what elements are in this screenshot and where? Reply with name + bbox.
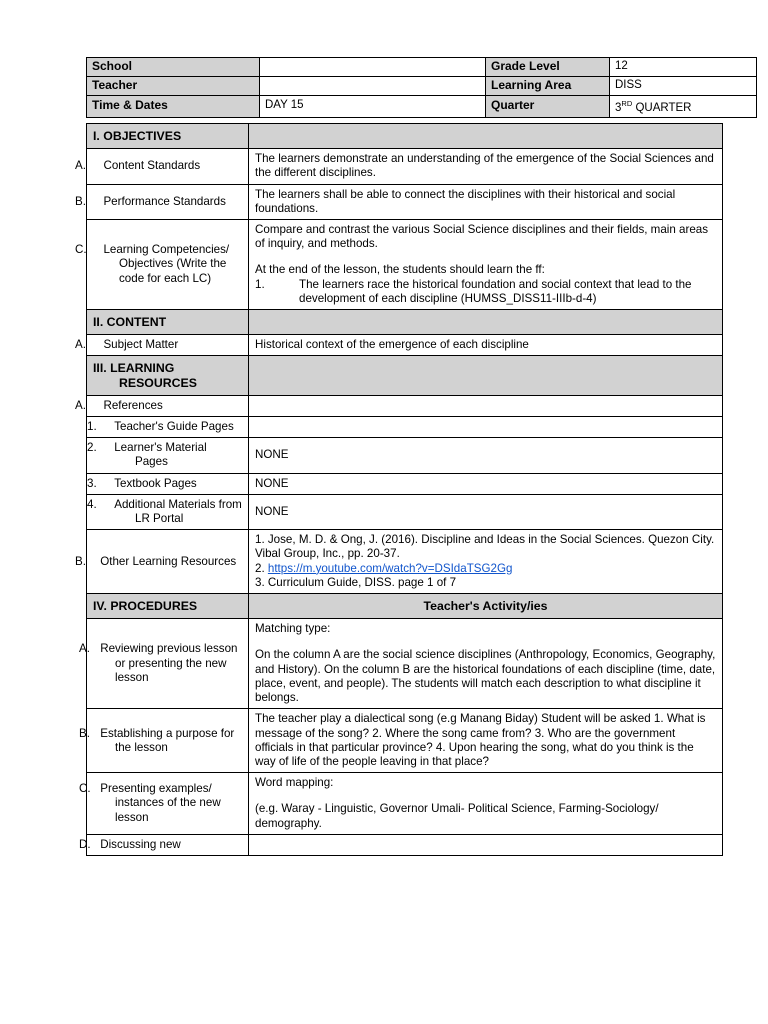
row-label-text: Performance Standards	[103, 194, 226, 208]
header-label-quarter: Quarter	[486, 96, 610, 118]
row-value-discussing-new	[249, 834, 723, 855]
row-label-text: Establishing a purpose for the lesson	[100, 726, 235, 754]
competency-paragraph-1: Compare and contrast the various Social Science disciplines and their fields, main areas of inquiry, and methods.	[255, 223, 709, 251]
row-value-content-standards: The learners demonstrate an understanding of the emergence of the Social Sciences and the different disciplines.	[249, 149, 723, 184]
table-row	[87, 77, 757, 96]
section-row-objectives	[87, 124, 723, 149]
procedure-c-paragraph-2: (e.g. Waray - Linguistic, Governor Umali- Political Science, Farming-Sociology/ demography.	[255, 802, 659, 830]
row-value-establishing-purpose	[249, 709, 723, 773]
row-value-teachers-guide-pages	[249, 417, 723, 438]
row-label-discussing-new: D. Discussing new	[87, 834, 249, 855]
row-label-learning-competencies: C. Learning Competencies/ Objectives (Write the code for each LC)	[87, 220, 249, 310]
row-label-text: Discussing new	[100, 837, 181, 851]
competency-list-item-1	[255, 278, 716, 306]
procedures-column-header: Teacher's Activity/ies	[249, 594, 723, 619]
header-value-school	[260, 58, 486, 77]
row-label-text: Teacher's Guide Pages	[114, 420, 234, 434]
section-content-blank	[249, 310, 723, 335]
header-value-time-dates: DAY 15	[260, 96, 486, 118]
resource-line-1: 1. Jose, M. D. & Ong, J. (2016). Discipline and Ideas in the Social Sciences. Quezon City. Vibal Group, Inc., pp. 20-37.	[255, 533, 715, 561]
row-value-references	[249, 395, 723, 416]
youtube-resource-link[interactable]: https://m.youtube.com/watch?v=DSIdaTSG2Gg	[267, 561, 513, 575]
table-row	[87, 220, 723, 310]
table-row	[87, 834, 723, 855]
table-row	[87, 335, 723, 356]
row-value-learning-competencies	[249, 220, 723, 310]
competency-paragraph-2: At the end of the lesson, the students should learn the ff:	[255, 263, 545, 277]
row-label-establishing-purpose: B. Establishing a purpose for the lesson	[87, 709, 249, 773]
row-value-additional-materials: NONE	[249, 494, 723, 529]
resource-line-2	[255, 562, 716, 576]
row-value-learners-material-pages: NONE	[249, 438, 723, 473]
table-row	[87, 417, 723, 438]
row-value-subject-matter: Historical context of the emergence of each discipline	[249, 335, 723, 356]
section-title-learning-resources: III. LEARNING RESOURCES	[87, 356, 249, 395]
row-label-presenting-examples: C. Presenting examples/ instances of the new lesson	[87, 773, 249, 835]
header-value-learning-area: DISS	[610, 77, 757, 96]
section-row-procedures	[87, 594, 723, 619]
resource-line-2-number: 2.	[255, 561, 268, 575]
section-row-content	[87, 310, 723, 335]
row-label-text: Subject Matter	[103, 338, 179, 352]
procedure-a-paragraph-2: On the column A are the social science disciplines (Anthropology, Economics, Geography, and History). On the column B are the historical foundations of each discipline (time, date, place, event, and people). The students will match each description to what discipline it belongs.	[255, 648, 716, 705]
procedure-a-paragraph-1: Matching type:	[255, 622, 331, 636]
row-value-presenting-examples	[249, 773, 723, 835]
table-row	[87, 184, 723, 219]
row-label-text: Textbook Pages	[114, 476, 197, 490]
row-label-performance-standards: B. Performance Standards	[87, 184, 249, 219]
table-row	[87, 473, 723, 494]
section-learning-resources-blank	[249, 356, 723, 395]
list-item-number: 1.	[255, 277, 265, 291]
table-row	[87, 773, 723, 835]
table-row	[87, 709, 723, 773]
table-row	[87, 149, 723, 184]
header-label-teacher: Teacher	[87, 77, 260, 96]
row-label-text: Learning Competencies/ Objectives (Write the code for each LC)	[103, 243, 230, 285]
table-row	[87, 530, 723, 594]
table-row	[87, 96, 757, 118]
section-objectives-blank	[249, 124, 723, 149]
row-label-teachers-guide-pages: 1. Teacher's Guide Pages	[87, 417, 249, 438]
table-row	[87, 619, 723, 709]
row-value-other-learning-resources	[249, 530, 723, 594]
row-label-references: A. References	[87, 395, 249, 416]
row-label-text: Additional Materials from LR Portal	[114, 497, 242, 526]
row-label-subject-matter: A. Subject Matter	[87, 335, 249, 356]
row-label-text: Content Standards	[103, 159, 201, 173]
row-label-content-standards: A. Content Standards	[87, 149, 249, 184]
resource-line-3: 3. Curriculum Guide, DISS. page 1 of 7	[255, 575, 457, 589]
table-row	[87, 438, 723, 473]
row-label-text: Reviewing previous lesson or presenting the new lesson	[100, 642, 238, 684]
row-value-performance-standards: The learners shall be able to connect the disciplines with their historical and social foundations.	[249, 184, 723, 219]
header-label-grade-level: Grade Level	[486, 58, 610, 77]
row-value-reviewing-previous-lesson	[249, 619, 723, 709]
row-label-other-learning-resources: B. Other Learning Resources	[87, 530, 249, 594]
row-label-text: Other Learning Resources	[100, 554, 237, 568]
section-title-procedures: IV. PROCEDURES	[87, 594, 249, 619]
table-row	[87, 494, 723, 529]
header-label-learning-area: Learning Area	[486, 77, 610, 96]
quarter-ordinal-suffix: RD	[621, 99, 633, 108]
header-label-time-dates: Time & Dates	[87, 96, 260, 118]
row-label-text: References	[103, 398, 163, 412]
header-value-teacher	[260, 77, 486, 96]
row-value-textbook-pages: NONE	[249, 473, 723, 494]
row-label-textbook-pages: 3. Textbook Pages	[87, 473, 249, 494]
list-item-text: The learners race the historical foundation and social context that lead to the development of each discipline (HUMSS_DISS11-IIIb-d-4)	[299, 277, 692, 305]
row-label-additional-materials: 4. Additional Materials from LR Portal	[87, 494, 249, 529]
section-title-content: II. CONTENT	[87, 310, 249, 335]
procedure-b-paragraph-1: The teacher play a dialectical song (e.g Manang Biday) Student will be asked 1. What is message of the song? 2. Where the song came from? 3. Who are the government officials in that particular province? 4. Upon hearing the song, what do you think is the way of life of the people leaving in that place?	[255, 712, 706, 768]
row-label-reviewing-previous-lesson: A. Reviewing previous lesson or presenting the new lesson	[87, 619, 249, 709]
row-label-text: Presenting examples/ instances of the new lesson	[100, 782, 221, 824]
quarter-word: QUARTER	[632, 101, 692, 114]
table-row	[87, 58, 757, 77]
lesson-plan-table	[75, 123, 723, 856]
row-label-text: Learner's Material Pages	[114, 441, 207, 469]
section-row-learning-resources	[87, 356, 723, 395]
header-label-school: School	[87, 58, 260, 77]
header-value-grade-level: 12	[610, 58, 757, 77]
row-label-learners-material-pages: 2. Learner's Material Pages	[87, 438, 249, 473]
section-title-objectives: I. OBJECTIVES	[87, 124, 249, 149]
lesson-header-table	[86, 57, 757, 118]
quarter-number: 3	[615, 101, 622, 114]
header-value-quarter	[610, 96, 757, 118]
table-row	[87, 395, 723, 416]
procedure-c-paragraph-1: Word mapping:	[255, 776, 334, 790]
